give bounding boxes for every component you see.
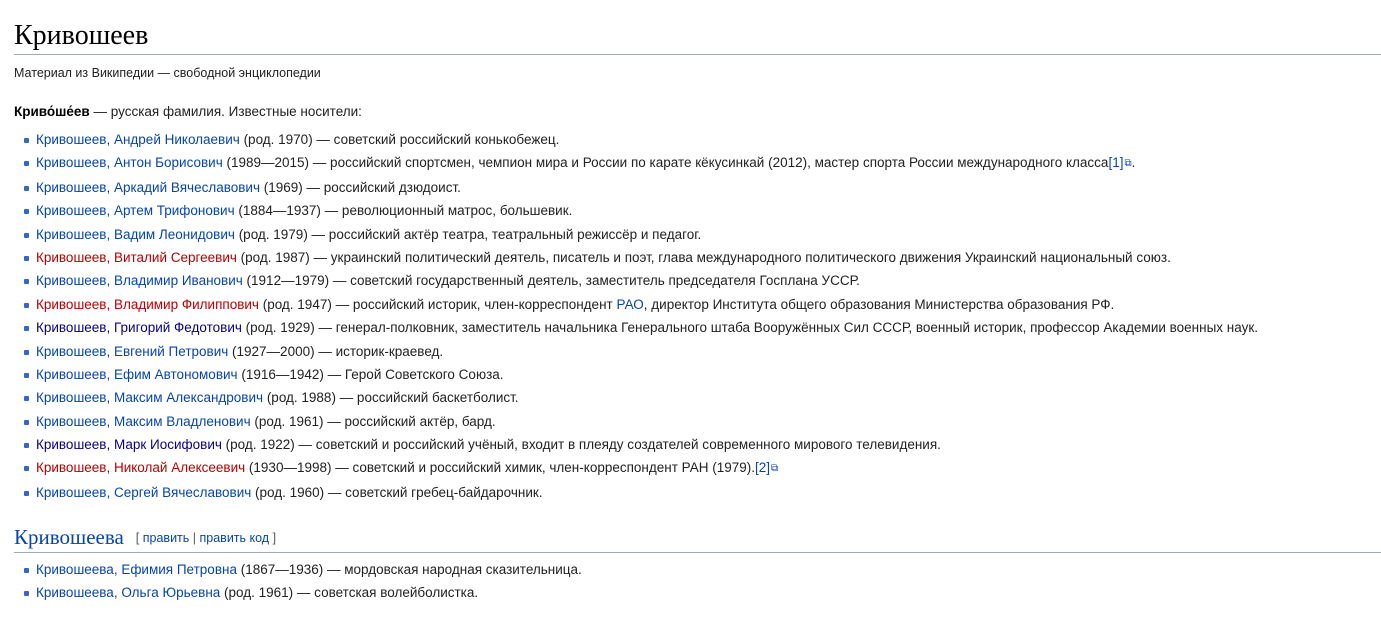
bullet-icon [24,233,29,238]
edit-link[interactable]: править [142,530,190,545]
trailing-punctuation: . [1131,155,1136,171]
list-item [14,272,1381,290]
reference-link[interactable]: [1] [1108,155,1124,171]
edit-bracket-close: ] [269,530,277,545]
person-link[interactable]: Кривошеев, Виталий Сергеевич [36,249,237,265]
person-link[interactable]: Кривошеев, Антон Борисович [36,155,223,171]
bullet-icon [24,591,29,596]
list-item [14,343,1381,361]
person-description: (род. 1961) — советская волейболистка. [220,585,479,601]
bullet-icon [24,373,29,378]
person-description: (1912—1979) — советский государственный деятель, заместитель председателя Госплана УССР. [242,273,860,289]
bullet-icon [24,303,29,308]
bullet-icon [24,466,29,471]
list-item [14,179,1381,197]
list-item [14,484,1381,502]
intro-paragraph [14,103,1381,121]
edit-code-link[interactable]: править код [199,530,270,545]
person-description-cont: , директор Института общего образования Министерства образования РФ. [643,296,1115,312]
person-link[interactable]: Кривошеев, Максим Александрович [36,390,264,406]
person-link[interactable]: Кривошеев, Владимир Иванович [36,273,243,289]
person-link[interactable]: Кривошеев, Максим Владленович [36,413,251,429]
people-list [14,131,1381,502]
person-link[interactable]: Кривошеев, Марк Иосифович [36,437,222,453]
bullet-icon [24,209,29,214]
list-item [14,584,1381,602]
person-description: (1916—1942) — Герой Советского Союза. [237,366,504,382]
person-link[interactable]: Кривошеев, Аркадий Вячеславович [36,179,261,195]
bullet-icon [24,138,29,143]
external-link-icon: ⧉ [771,463,779,475]
bullet-icon [24,443,29,448]
person-description: (1867—1936) — мордовская народная сказительница. [236,561,582,577]
section-heading [14,524,1381,553]
list-item [14,296,1381,314]
person-link[interactable]: Кривошеев, Сергей Вячеславович [36,484,252,500]
person-description: (1969) — российский дзюдоист. [260,179,461,195]
bullet-icon [24,326,29,331]
list-item [14,436,1381,454]
people-list-female [14,561,1381,602]
bullet-icon [24,256,29,261]
external-link-icon: ⧉ [1124,158,1132,170]
person-link[interactable]: Кривошеева, Ольга Юрьевна [36,585,221,601]
list-item [14,131,1381,149]
bullet-icon [24,279,29,284]
person-description: (род. 1987) — украинский политический деятель, писатель и поэт, глава международного политического движения Украинский национальный союз. [236,249,1171,265]
list-item [14,366,1381,384]
inline-link[interactable]: РАО [616,296,644,312]
person-link[interactable]: Кривошеев, Вадим Леонидович [36,226,235,242]
person-description: (1989—2015) — российский спортсмен, чемпион мира и России по карате кёкусинкай (2012), мастер спорта России международного класса [222,155,1109,171]
bullet-icon [24,568,29,573]
bullet-icon [24,186,29,191]
person-description: (род. 1988) — российский баскетболист. [263,390,519,406]
list-item [14,226,1381,244]
list-item [14,154,1381,173]
list-item [14,459,1381,478]
person-description: (1927—2000) — историк-краевед. [228,343,444,359]
reference-link[interactable]: [2] [755,460,771,476]
bullet-icon [24,350,29,355]
person-description: (род. 1970) — советский российский конькобежец. [239,132,560,147]
person-link[interactable]: Кривошеев, Ефим Автономович [36,366,238,382]
person-link[interactable]: Кривошеев, Николай Алексеевич [36,460,246,476]
bullet-icon [24,420,29,425]
person-description: (1884—1937) — революционный матрос, большевик. [234,203,573,219]
edit-bracket-open: [ [135,530,143,545]
section-title: Кривошеева [14,524,124,549]
page-title: Кривошеев [14,0,1381,55]
list-item [14,561,1381,579]
person-link[interactable]: Кривошеев, Владимир Филиппович [36,296,259,312]
person-link[interactable]: Кривошеев, Евгений Петрович [36,343,229,359]
bullet-icon [24,396,29,401]
list-item [14,202,1381,220]
person-link[interactable]: Кривошеев, Григорий Федотович [36,320,242,336]
person-link[interactable]: Кривошеева, Ефимия Петровна [36,561,237,577]
list-item [14,249,1381,267]
section-edit-links [136,531,276,545]
person-description: (1930—1998) — советский и российский химик, член-корреспондент РАН (1979). [245,460,756,476]
person-description: (род. 1961) — российский актёр, бард. [250,413,496,429]
list-item [14,319,1381,337]
intro-text: — русская фамилия. Известные носители: [89,104,362,119]
person-description: (род. 1947) — российский историк, член-корреспондент [258,296,617,312]
list-item [14,413,1381,431]
site-tagline: Материал из Википедии — свободной энциклопедии [14,66,321,80]
person-description: (род. 1960) — советский гребец-байдарочник. [251,484,543,500]
person-link[interactable]: Кривошеев, Артем Трифонович [36,203,235,219]
person-description: (род. 1979) — российский актёр театра, театральный режиссёр и педагог. [234,226,702,242]
bullet-icon [24,161,29,166]
bullet-icon [24,491,29,496]
list-item [14,389,1381,407]
edit-separator: | [189,530,200,545]
intro-surname: Криво́ше́ев [14,104,90,119]
person-description: (род. 1922) — советский и российский учёный, входит в плеяду создателей современного мирового телевидения. [221,437,941,453]
person-link[interactable]: Кривошеев, Андрей Николаевич [36,132,240,147]
article [14,0,1381,608]
person-description: (род. 1929) — генерал-полковник, заместитель начальника Генерального штаба Вооружённых Сил СССР, военный историк, профессор Академии военных наук. [241,320,1259,336]
